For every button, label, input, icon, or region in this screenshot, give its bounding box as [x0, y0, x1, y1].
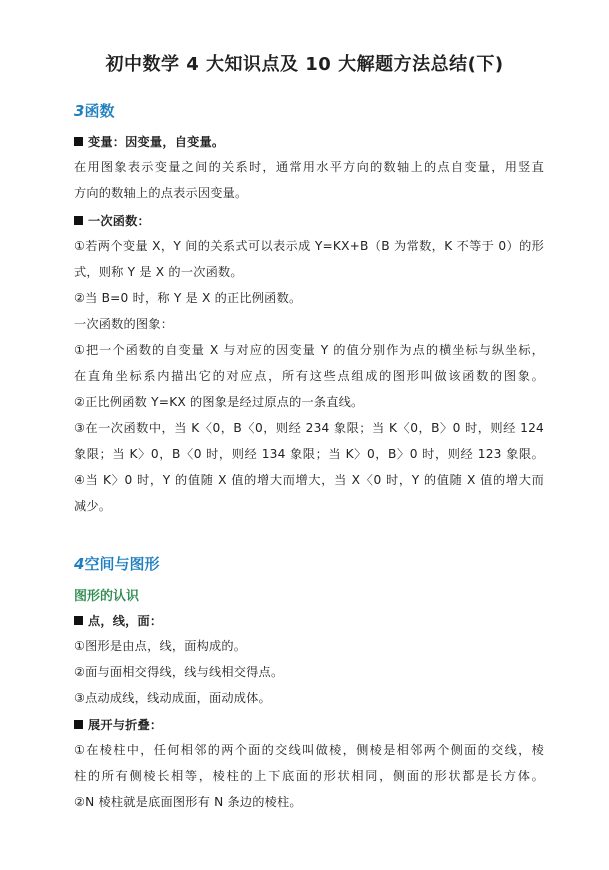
paragraph-line: ④当 K〉0 时，Y 的值随 X 值的增大而增大，当 X〈0 时，Y 的值随 X 值的增大而 — [74, 473, 544, 487]
section-3-heading — [74, 100, 114, 121]
heading-variables — [74, 133, 544, 150]
paragraph-line: 式，则称 Y 是 X 的一次函数。 — [74, 265, 243, 279]
paragraph-line: ②正比例函数 Y=KX 的图象是经过原点的一条直线。 — [74, 395, 364, 409]
paragraph-line: ①把一个函数的自变量 X 与对应的因变量 Y 的值分别作为点的横坐标与纵坐标， — [74, 343, 544, 357]
paragraph-line: 象限；当 K〉0，B〈0 时，则经 134 象限；当 K〉0，B〉0 时，则经 123 象限。 — [74, 447, 544, 461]
heading-points-lines-planes — [74, 612, 544, 629]
section-4-label: 空间与图形 — [84, 555, 160, 573]
heading-linear-function-text: 一次函数： — [88, 214, 150, 228]
paragraph-line: 在直角坐标系内描出它的对应点，所有这些点组成的图形叫做该函数的图象。 — [74, 369, 544, 383]
section-4-heading — [74, 553, 159, 574]
section-3-number: 3 — [74, 102, 85, 120]
square-bullet-icon — [74, 720, 83, 729]
paragraph-line: ②面与面相交得线，线与线相交得点。 — [74, 665, 284, 679]
paragraph-line: 在用图象表示变量之间的关系时，通常用水平方向的数轴上的点自变量，用竖直 — [74, 160, 544, 174]
section-3-label: 函数 — [84, 102, 115, 120]
document-title: 初中数学 4 大知识点及 10 大解题方法总结(下) — [105, 54, 504, 75]
section-4-number: 4 — [74, 555, 85, 573]
heading-variables-text: 变量：因变量，自变量。 — [88, 135, 225, 149]
paragraph-line: ①若两个变量 X，Y 间的关系式可以表示成 Y=KX+B（B 为常数，K 不等于 0）的形 — [74, 239, 544, 253]
square-bullet-icon — [74, 137, 83, 146]
heading-linear-function — [74, 212, 544, 229]
paragraph-line: ①图形是由点，线，面构成的。 — [74, 639, 247, 653]
heading-unfold-text: 展开与折叠： — [88, 718, 163, 732]
paragraph-line: 一次函数的图象： — [74, 317, 174, 331]
heading-unfold-fold — [74, 716, 544, 733]
paragraph-line: ②当 B=0 时，称 Y 是 X 的正比例函数。 — [74, 291, 302, 305]
heading-points-text: 点，线，面： — [88, 614, 163, 628]
paragraph-line: 减少。 — [74, 499, 112, 513]
paragraph-line: 方向的数轴上的点表示因变量。 — [74, 186, 248, 200]
square-bullet-icon — [74, 616, 83, 625]
paragraph-line: 柱的所有侧棱长相等，棱柱的上下底面的形状相同，侧面的形状都是长方体。 — [74, 769, 544, 783]
paragraph-line: ②N 棱柱就是底面图形有 N 条边的棱柱。 — [74, 795, 302, 809]
paragraph-line: ①在棱柱中，任何相邻的两个面的交线叫做棱，侧棱是相邻两个侧面的交线，棱 — [74, 743, 544, 757]
subsection-heading: 图形的认识 — [74, 589, 140, 604]
paragraph-line: ③在一次函数中，当 K〈0，B〈0，则经 234 象限；当 K〈0，B〉0 时，则经 124 — [74, 421, 544, 435]
paragraph-line: ③点动成线，线动成面，面动成体。 — [74, 691, 271, 705]
square-bullet-icon — [74, 216, 83, 225]
